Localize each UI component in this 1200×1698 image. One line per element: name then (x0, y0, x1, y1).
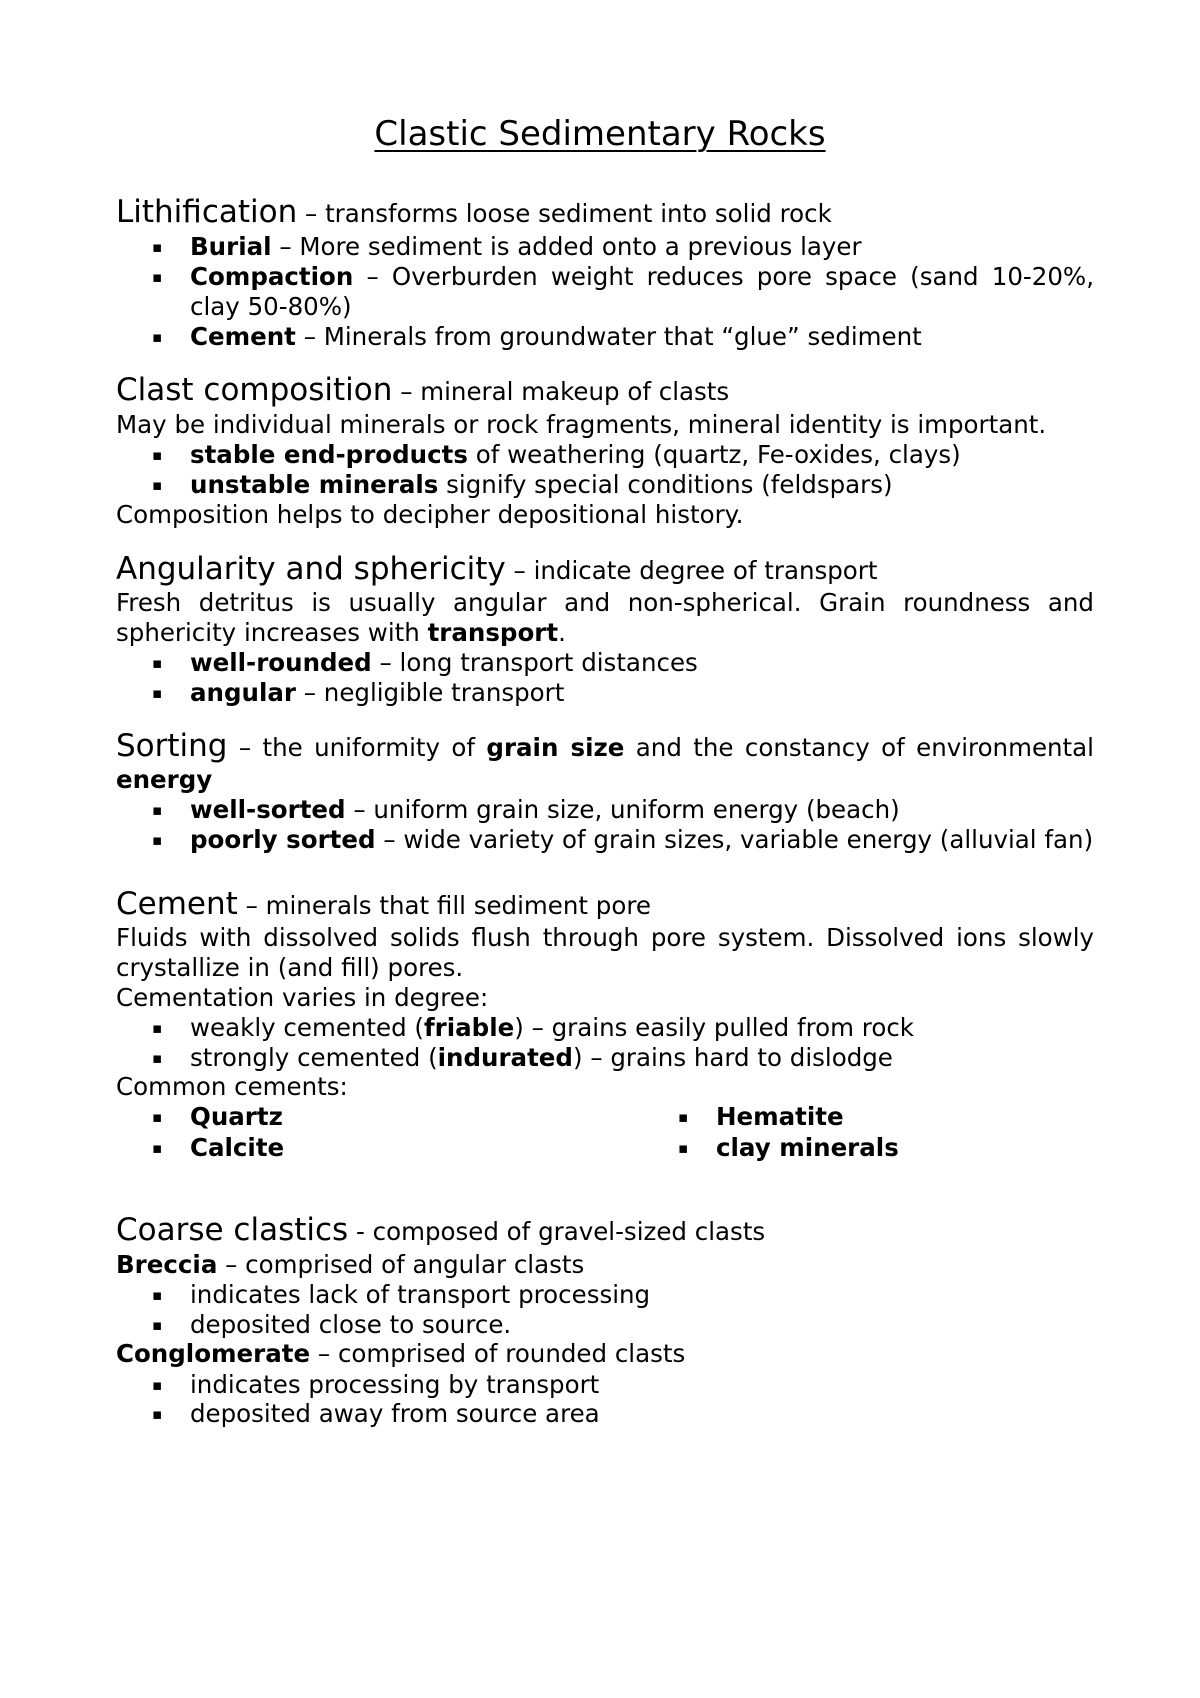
list-item: ▪ Quartz (152, 1102, 283, 1131)
bullet-icon: ▪ (152, 476, 163, 494)
bullet-icon: ▪ (152, 1405, 163, 1423)
bullet-icon: ▪ (152, 328, 163, 346)
list-item: ▪ strongly cemented (indurated) – grains hard to dislodge (152, 1043, 893, 1072)
section-description: - composed of gravel-sized clasts (348, 1217, 766, 1246)
bullet-icon: ▪ (152, 1108, 163, 1126)
list-item: ▪ Cement – Minerals from groundwater that “glue” sediment (152, 322, 922, 351)
bullet-icon: ▪ (152, 1286, 163, 1304)
section-heading: Angularity and sphericity (116, 551, 506, 587)
section-description: – transforms loose sediment into solid rock (297, 199, 832, 228)
paragraph: Fresh detritus is usually angular and non-spherical. Grain roundness and (116, 588, 1094, 617)
list-item: ▪ indicates lack of transport processing (152, 1280, 651, 1309)
bullet-icon: ▪ (152, 654, 163, 672)
list-item: ▪ Hematite (678, 1102, 844, 1131)
paragraph: Fluids with dissolved solids flush through pore system. Dissolved ions slowly (116, 923, 1094, 952)
bullet-icon: ▪ (152, 446, 163, 464)
page-title: Clastic Sedimentary Rocks (374, 114, 826, 154)
bullet-icon: ▪ (152, 268, 163, 286)
list-item: ▪ indicates processing by transport (152, 1370, 600, 1399)
section-lithification-heading (116, 196, 1094, 230)
bullet-icon: ▪ (152, 801, 163, 819)
bullet-icon: ▪ (152, 1316, 163, 1334)
section-description: energy (116, 765, 213, 794)
paragraph: Cementation varies in degree: (116, 983, 489, 1012)
list-item: ▪ Compaction – Overburden weight reduces pore space (sand 10-20%, (152, 262, 1094, 291)
list-item: ▪ well-rounded – long transport distances (152, 648, 698, 677)
bullet-icon: ▪ (152, 1019, 163, 1037)
section-sorting-heading: Sorting – the uniformity of grain size and the constancy of environmental (116, 728, 1094, 764)
bullet-icon: ▪ (152, 1139, 163, 1157)
bullet-icon: ▪ (152, 831, 163, 849)
paragraph: May be individual minerals or rock fragments, mineral identity is important. (116, 410, 1047, 439)
list-item: ▪ poorly sorted – wide variety of grain sizes, variable energy (alluvial fan) (152, 825, 1094, 854)
list-item: ▪ deposited close to source. (152, 1310, 512, 1339)
section-description: – mineral makeup of clasts (392, 377, 730, 406)
paragraph: crystallize in (and fill) pores. (116, 953, 464, 982)
section-heading: Sorting (116, 728, 228, 764)
section-heading: Cement (116, 886, 238, 922)
section-cement-heading (116, 888, 1094, 922)
section-heading: Coarse clastics (116, 1212, 349, 1248)
section-angularity-heading (116, 553, 1094, 587)
section-coarse-clastics-heading (116, 1214, 1094, 1248)
section-heading: Lithification (116, 194, 298, 230)
bullet-icon: ▪ (152, 684, 163, 702)
list-item: ▪ stable end-products of weathering (quartz, Fe-oxides, clays) (152, 440, 961, 469)
section-heading: Clast composition (116, 372, 393, 408)
bullet-icon: ▪ (152, 1376, 163, 1394)
paragraph: Breccia – comprised of angular clasts (116, 1250, 585, 1279)
bullet-icon: ▪ (152, 238, 163, 256)
section-description: – minerals that fill sediment pore (237, 891, 651, 920)
bullet-icon: ▪ (152, 1049, 163, 1067)
list-item: ▪ Burial – More sediment is added onto a previous layer (152, 232, 862, 261)
section-description: – indicate degree of transport (505, 556, 878, 585)
list-item: ▪ unstable minerals signify special conditions (feldspars) (152, 470, 893, 499)
list-item: ▪ Calcite (152, 1133, 285, 1162)
paragraph: Common cements: (116, 1072, 348, 1101)
list-item: ▪ weakly cemented (friable) – grains easily pulled from rock (152, 1013, 914, 1042)
paragraph: sphericity increases with transport. (116, 618, 566, 647)
list-item: ▪ clay minerals (678, 1133, 899, 1162)
list-item: ▪ deposited away from source area (152, 1399, 600, 1428)
bullet-icon: ▪ (678, 1108, 689, 1126)
section-clast-composition-heading (116, 374, 1094, 408)
list-item: ▪ well-sorted – uniform grain size, uniform energy (beach) (152, 795, 900, 824)
list-item: ▪ angular – negligible transport (152, 678, 565, 707)
bullet-icon: ▪ (678, 1139, 689, 1157)
paragraph: Composition helps to decipher depositional history. (116, 500, 744, 529)
paragraph: Conglomerate – comprised of rounded clasts (116, 1339, 686, 1368)
list-item-continuation: clay 50-80%) (190, 292, 352, 321)
